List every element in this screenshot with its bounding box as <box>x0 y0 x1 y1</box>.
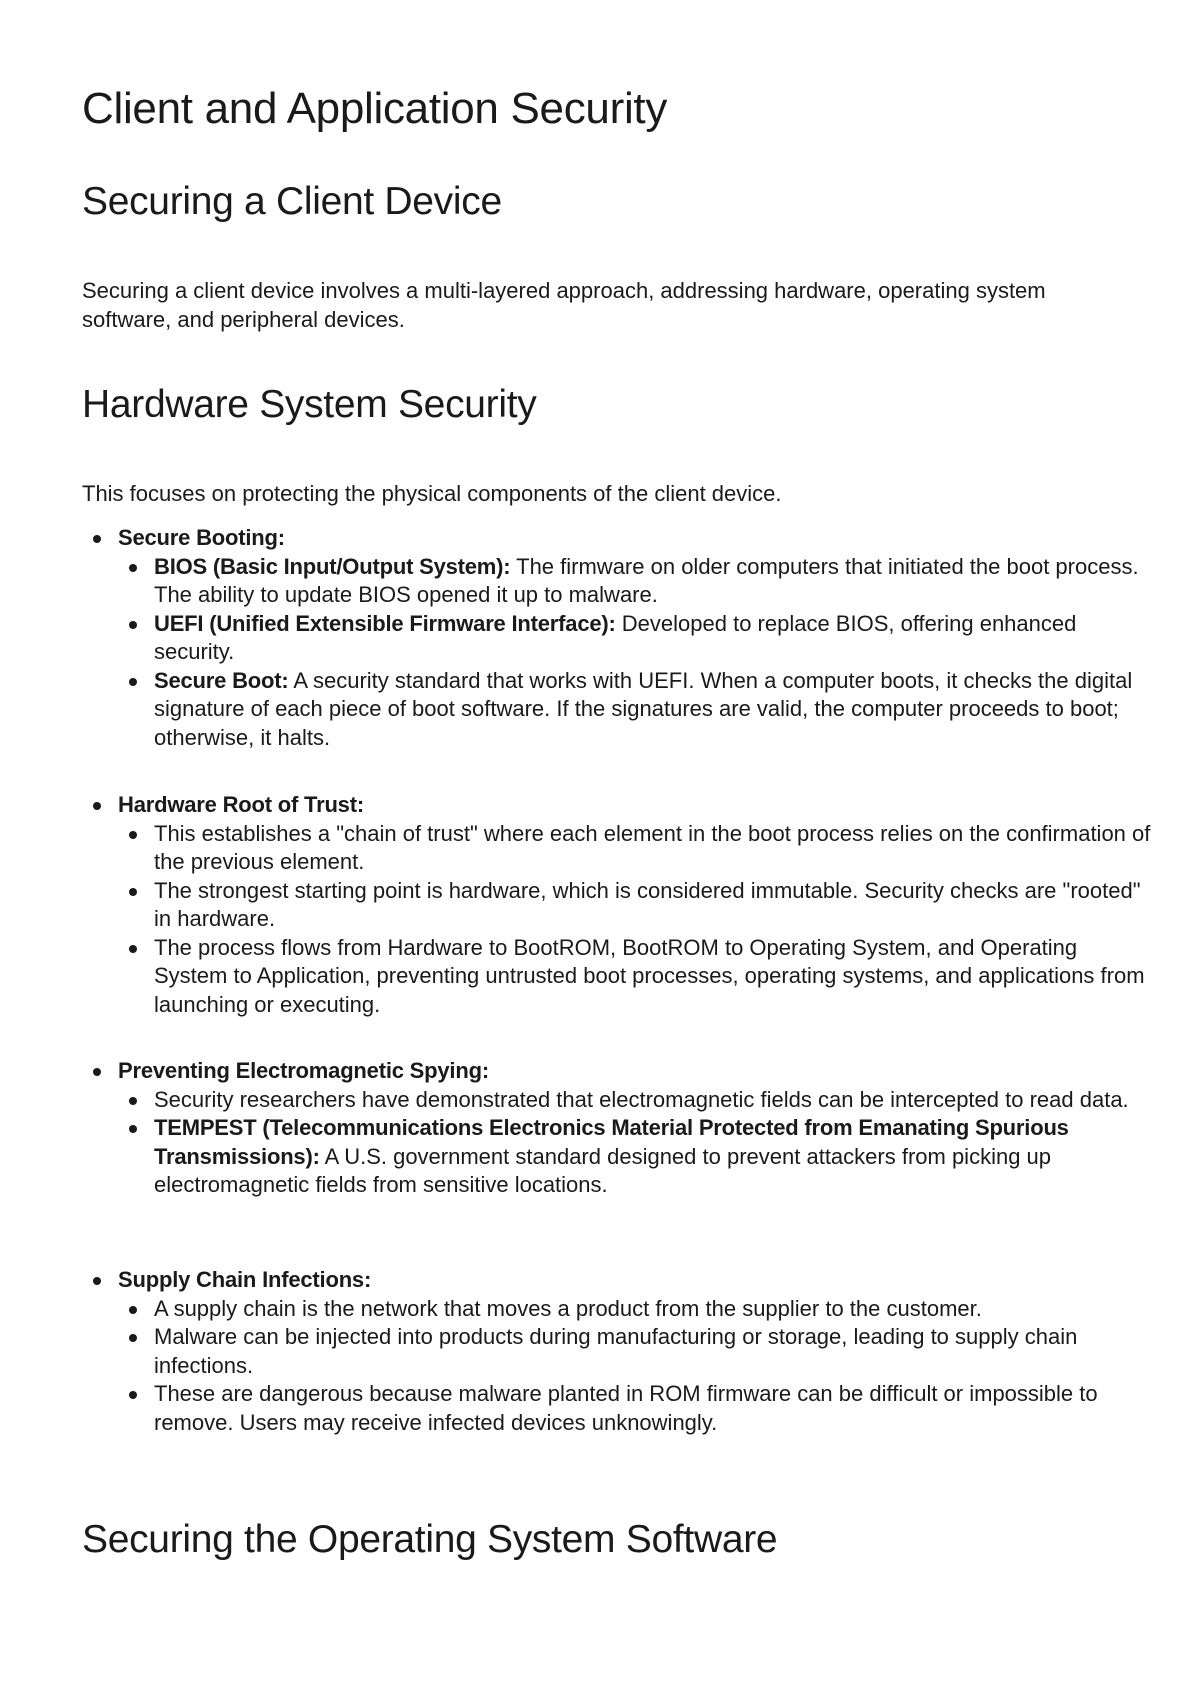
list-item: This establishes a "chain of trust" where each element in the boot process relies on the confirmation of the previous element. <box>82 820 1152 877</box>
list-supply-chain-infections <box>82 1266 1152 1437</box>
list-item: Malware can be injected into products during manufacturing or storage, leading to supply chain infections. <box>82 1323 1152 1380</box>
list-hardware-root-of-trust <box>82 791 1152 1019</box>
list-item <box>82 1114 1152 1200</box>
section-heading-os-software: Securing the Operating System Software <box>82 1518 778 1561</box>
list-item-title: Preventing Electromagnetic Spying: <box>82 1057 1152 1086</box>
list-item-text: The firmware on older computers that initiated the boot process. The ability to update BIOS opened it up to malware. <box>154 553 1139 607</box>
list-electromagnetic-spying <box>82 1057 1152 1200</box>
section-heading-hardware: Hardware System Security <box>82 383 537 426</box>
list-item <box>82 553 1152 610</box>
list-secure-booting <box>82 524 1152 752</box>
list-item <box>82 610 1152 667</box>
list-item: A supply chain is the network that moves a product from the supplier to the customer. <box>82 1295 1152 1324</box>
client-device-intro: Securing a client device involves a multi-layered approach, addressing hardware, operating system software, and peripheral devices. <box>82 278 1046 332</box>
list-item-title: Supply Chain Infections: <box>82 1266 1152 1295</box>
section-heading-client-device: Securing a Client Device <box>82 180 502 223</box>
list-item-text: Developed to replace BIOS, offering enhanced security. <box>154 610 1077 664</box>
list-item: These are dangerous because malware planted in ROM firmware can be difficult or impossible to remove. Users may receive infected devices unknowingly. <box>82 1380 1152 1437</box>
list-item-title: Hardware Root of Trust: <box>82 791 1152 820</box>
list-item-term: TEMPEST (Telecommunications Electronics Material Protected from Emanating Spurious Transmissions): <box>154 1115 1069 1169</box>
list-item-term: UEFI (Unified Extensible Firmware Interface): <box>154 610 616 636</box>
list-item: Security researchers have demonstrated that electromagnetic fields can be intercepted to read data. <box>82 1086 1152 1115</box>
page-title: Client and Application Security <box>82 84 668 133</box>
list-item-term: BIOS (Basic Input/Output System): <box>154 553 511 579</box>
list-item-title: Secure Booting: <box>82 524 1152 553</box>
list-item-term: Secure Boot: <box>154 667 289 693</box>
list-item: The process flows from Hardware to BootROM, BootROM to Operating System, and Operating System to Application, preventing untrusted boot processes, operating systems, and applications from launching or executing. <box>82 934 1152 1020</box>
list-item-text: A security standard that works with UEFI. When a computer boots, it checks the digital signature of each piece of boot software. If the signatures are valid, the computer proceeds to boot; otherwise, it halts. <box>154 667 1133 750</box>
list-item-text: A U.S. government standard designed to prevent attackers from picking up electromagnetic fields from sensitive locations. <box>154 1143 1052 1197</box>
list-item <box>82 667 1152 753</box>
list-item: The strongest starting point is hardware, which is considered immutable. Security checks are "rooted" in hardware. <box>82 877 1152 934</box>
hardware-intro: This focuses on protecting the physical components of the client device. <box>82 481 782 506</box>
